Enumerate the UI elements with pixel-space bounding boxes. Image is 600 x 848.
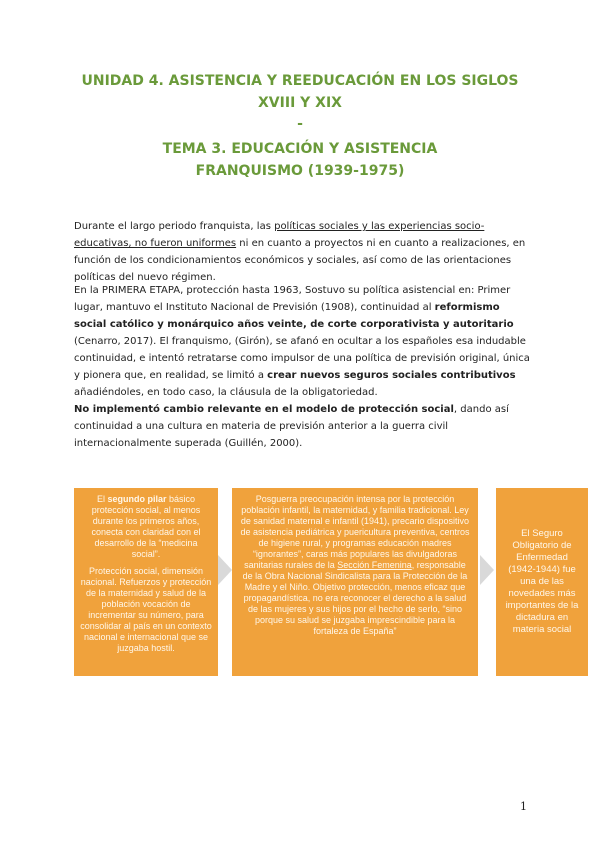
arrow-right-1 (218, 555, 232, 585)
intro-paragraph (74, 218, 534, 286)
first-stage-bold-1: reformismo social católico y monárquico años veinte, de corte corporativista y autoritario (74, 302, 514, 330)
page-number: 1 (520, 800, 527, 813)
intro-text-end: ni en cuanto a proyectos ni en cuanto a realizaciones, en función de los condicionamientos económicos y sociales, así como de las orientaciones políticas del nuevo régimen. (74, 238, 526, 283)
box1-paragraph-a (80, 494, 212, 560)
box1-text-post: básico protección social, al menos durante los primeros años, conecta con claridad con el desarrollo de la “medicina social”. (91, 494, 201, 559)
box-second-pillar (74, 488, 218, 676)
topic-title-line2: FRANQUISMO (1939-1975) (195, 163, 405, 179)
box2-text-post: , responsable de la Obra Nacional Sindicalista para la Protección de la Madre y el Niño. Objetivo protección, menos eficaz que propagandística, no era reconocer el derecho a la salud de las mujeres y sus hijos por el hecho de serlo, “sino porque su salud se juzgaba imprescindible para la fortaleza de España” (242, 560, 468, 636)
first-stage-text-4: , dando así continuidad a una cultura en materia de previsión anterior a la guerra civil internacionalmente superada (Guillén, 2000). (74, 404, 509, 449)
first-stage-text-3: añadiéndoles, en todo caso, la cláusula de la obligatoriedad. (74, 387, 378, 398)
first-stage-text-1: En la PRIMERA ETAPA, protección hasta 1963, Sostuvo su política asistencial en: Primer lugar, mantuvo el Instituto Nacional de Previsión (1908), continuidad al (74, 285, 511, 313)
seccion-femenina-link: Sección Femenina (337, 560, 412, 570)
unit-title-line1: UNIDAD 4. ASISTENCIA Y REEDUCACIÓN EN LOS SIGLOS (81, 73, 519, 89)
first-stage-text-2: (Cenarro, 2017). El franquismo, (Girón), se afanó en ocultar a los españoles esa indudable continuidad, e intentó retratarse como impulsor de una política de previsión original, única y pionera que, en realidad, se limitó a (74, 336, 530, 381)
box-maternal-child-protection (232, 488, 478, 676)
first-stage-bold-3: No implementó cambio relevante en el modelo de protección social (74, 404, 454, 415)
first-stage-bold-2: crear nuevos seguros sociales contributivos (267, 370, 516, 381)
arrow-right-2 (480, 555, 494, 585)
box1-text-pre: El (96, 494, 108, 504)
box1-paragraph-b: Protección social, dimensión nacional. Refuerzos y protección de la maternidad y salud de la población vocación de incrementar su número, para consolidar al país en un contexto nacional e internacional que se juzgaba hostil. (80, 566, 212, 653)
title-dash: - (297, 116, 303, 132)
first-stage-paragraph (74, 282, 534, 452)
unit-title-line2: XVIII Y XIX (258, 95, 342, 111)
intro-underlined-phrase: políticas sociales y las experiencias socio-educativas, no fueron uniformes (74, 221, 485, 249)
box-health-insurance: El Seguro Obligatorio de Enfermedad (1942-1944) fue una de las novedades más importantes de la dictadura en materia social (496, 488, 588, 676)
topic-title-line1: TEMA 3. EDUCACIÓN Y ASISTENCIA (162, 141, 438, 157)
intro-text-start: Durante el largo periodo franquista, las (74, 221, 275, 232)
box1-bold-phrase: segundo pilar (107, 494, 167, 504)
box2-text-pre: Posguerra preocupación intensa por la protección población infantil, la maternidad, y familia tradicional. Ley de sanidad maternal e infantil (1941), precario dispositivo de asistencia pediátrica y puericultura preventiva, centros de higiene rural, y programas educación madres “ignorantes”, caras más populares las divulgadoras sanitarias rurales de la (240, 494, 470, 570)
